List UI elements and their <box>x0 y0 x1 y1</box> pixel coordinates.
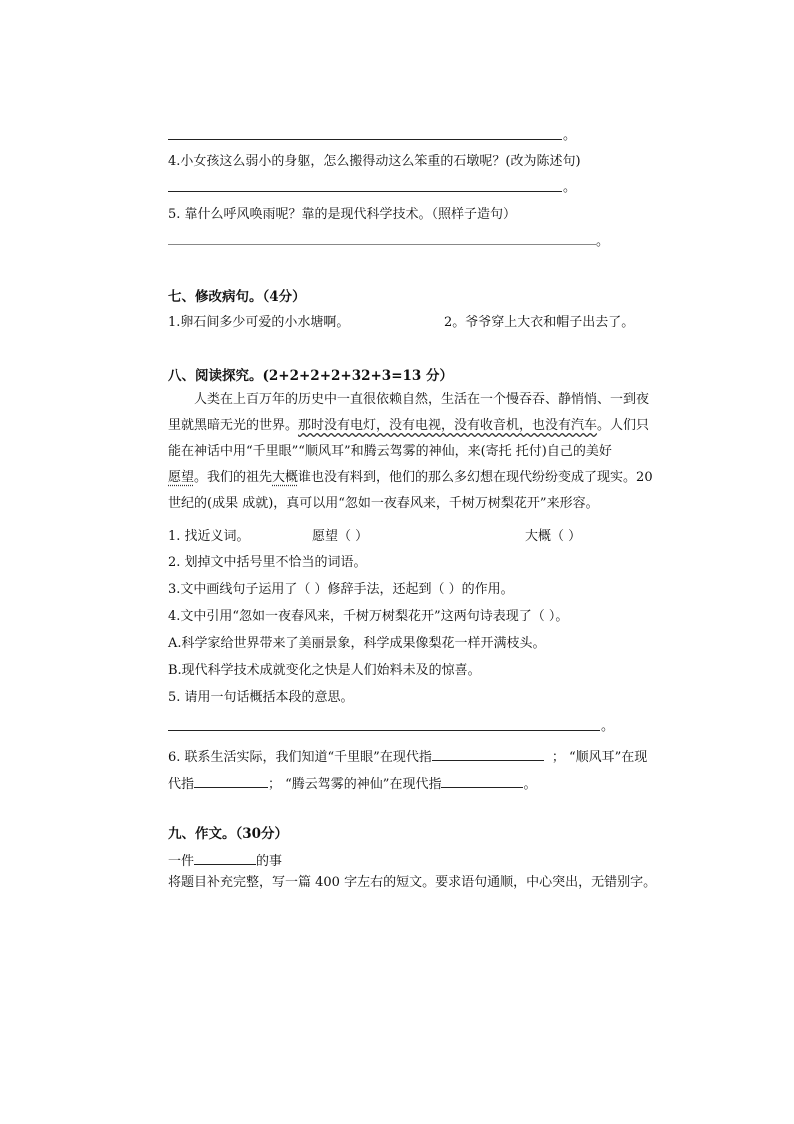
question-8-1-blank-b: 大概（ ） <box>525 529 582 544</box>
question-8-4: 4.文中引用“忽如一夜春风来，千树万树梨花开”这两句诗表现了（ ）。 <box>168 609 569 624</box>
answer-end-dot: 。 <box>563 128 577 143</box>
answer-end-dot: 。 <box>563 180 577 195</box>
question-8-3: 3.文中画线句子运用了（ ）修辞手法，还起到（ ）的作用。 <box>168 582 514 597</box>
essay-topic: 一件 的事 <box>168 850 282 872</box>
marked-word-dagai: 大概 <box>272 470 299 485</box>
question-8-6-line-2: 代指 ； “腾云驾雾的神仙”在现代指 。 <box>168 772 536 798</box>
blank-shenxian <box>441 773 523 788</box>
passage-line-3: 能在神话中用“千里眼”“顺风耳”和腾云驾雾的神仙，来(寄托 托付)自己的美好 <box>168 444 612 459</box>
question-8-2: 2. 划掉文中括号里不恰当的词语。 <box>168 555 367 570</box>
question-8-1: 1. 找近义词。 <box>168 529 250 544</box>
essay-topic-blank <box>194 850 256 865</box>
reading-passage <box>168 387 680 517</box>
question-7-1: 1.卵石间多少可爱的小水塘啊。 <box>168 315 350 330</box>
question-6-4: 4.小女孩这么弱小的身躯，怎么搬得动这么笨重的石墩呢？(改为陈述句) <box>168 154 581 169</box>
question-8-6-line-1: 6. 联系生活实际，我们知道“千里眼”在现代指 ； “顺风耳”在现 <box>168 745 647 771</box>
passage-line-4: 愿望。我们的祖先大概谁也没有料到，他们的那么多幻想在现代纷纷变成了现实。20 <box>168 470 653 485</box>
question-6-5: 5. 靠什么呼风唤雨呢？靠的是现代科学技术。（照样子造句） <box>168 207 517 222</box>
marked-word-yuanwang: 愿望 <box>168 470 195 485</box>
passage-line-1: 人类在上百万年的历史中一直很依赖自然，生活在一个慢吞吞、静悄悄、一到夜 <box>194 392 650 407</box>
section-8-title: 八、阅读探究。(2+2+2+2+32+3=13 分） <box>168 368 453 384</box>
blank-qianliyan <box>432 746 544 761</box>
answer-line-8-5 <box>168 730 600 731</box>
question-8-5: 5. 请用一句话概括本段的意思。 <box>168 690 354 705</box>
answer-end-dot: 。 <box>596 234 610 249</box>
option-a: A.科学家给世界带来了美丽景象，科学成果像梨花一样开满枝头。 <box>168 636 546 651</box>
essay-requirements: 将题目补充完整，写一篇 400 字左右的短文。要求语句通顺，中心突出，无错别字。 <box>168 875 657 890</box>
answer-end-dot: 。 <box>601 719 615 734</box>
section-9-title: 九、作文。（30分） <box>168 826 289 842</box>
answer-line-5 <box>168 244 596 245</box>
underlined-sentence: 那时没有电灯，没有电视，没有收音机，也没有汽车 <box>298 418 598 433</box>
blank-shunfenger <box>194 773 268 788</box>
question-8-1-blank-a: 愿望（ ） <box>312 529 369 544</box>
answer-line-3 <box>168 139 562 140</box>
option-b: B.现代科学技术成就变化之快是人们始料未及的惊喜。 <box>168 663 481 678</box>
passage-line-5: 世纪的(成果 成就)，真可以用“忽如一夜春风来，千树万树梨花开”来形容。 <box>168 496 599 511</box>
answer-line-4 <box>168 191 562 192</box>
section-7-title: 七、修改病句。（4分） <box>168 289 306 305</box>
passage-line-2: 里就黑暗无光的世界。那时没有电灯，没有电视，没有收音机，也没有汽车。人们只 <box>168 418 650 433</box>
question-7-2: 2。爷爷穿上大衣和帽子出去了。 <box>444 315 635 330</box>
